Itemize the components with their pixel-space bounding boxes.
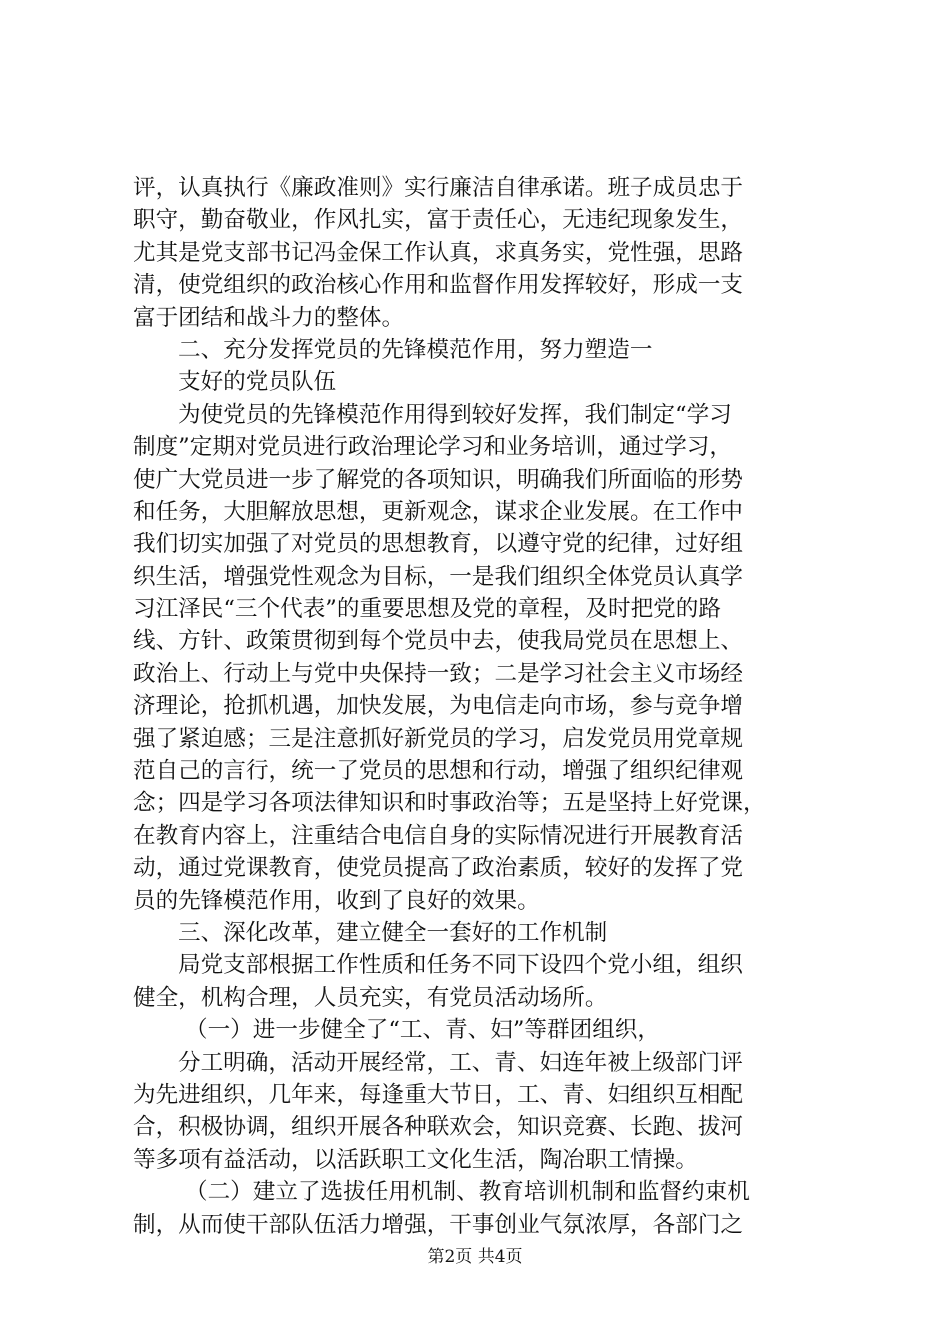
text-line: 政治上、行动上与党中央保持一致；二是学习社会主义市场经 <box>133 660 744 687</box>
page-footer: 第2页 共4页 <box>427 1247 523 1267</box>
text-line: 使广大党员进一步了解党的各项知识，明确我们所面临的形势 <box>133 466 744 493</box>
text-line: 评，认真执行《廉政准则》实行廉洁自律承诺。班子成员忠于 <box>133 175 744 201</box>
text-line: 济理论，抢抓机遇，加快发展，为电信走向市场，参与竞争增 <box>133 693 744 720</box>
text-line: 线、方针、政策贯彻到每个党员中去，使我局党员在思想上、 <box>133 628 744 655</box>
text-line: 支好的党员队伍 <box>178 369 337 396</box>
text-line: 强了紧迫感；三是注意抓好新党员的学习，启发党员用党章规 <box>133 725 744 752</box>
text-line: 富于团结和战斗力的整体。 <box>133 304 405 331</box>
text-line: 局党支部根据工作性质和任务不同下设四个党小组，组织 <box>178 952 743 979</box>
text-line: 分工明确，活动开展经常，工、青、妇连年被上级部门评 <box>178 1049 743 1076</box>
text-line: 范自己的言行，统一了党员的思想和行动，增强了组织纪律观 <box>133 758 744 785</box>
text-line: 在教育内容上，注重结合电信自身的实际情况进行开展教育活 <box>133 822 744 849</box>
text-line: 三、深化改革，建立健全一套好的工作机制 <box>178 919 608 946</box>
text-line: 为使党员的先锋模范作用得到较好发挥，我们制定“学习 <box>178 401 732 428</box>
document-body <box>133 172 833 1241</box>
text-line: 二、充分发挥党员的先锋模范作用，努力塑造一 <box>178 336 653 363</box>
text-line: 织生活，增强党性观念为目标，一是我们组织全体党员认真学 <box>133 563 744 590</box>
text-line: 制，从而使干部队伍活力增强，干事创业气氛浓厚，各部门之 <box>133 1211 744 1238</box>
text-line: 为先进组织，几年来，每逢重大节日，工、青、妇组织互相配 <box>133 1081 744 1108</box>
text-line: （一）进一步健全了“工、青、妇”等群团组织， <box>185 1017 660 1044</box>
text-line: 我们切实加强了对党员的思想教育，以遵守党的纪律，过好组 <box>133 531 744 558</box>
text-line: 动，通过党课教育，使党员提高了政治素质，较好的发挥了党 <box>133 855 744 882</box>
text-line: （二）建立了选拔任用机制、教育培训机制和监督约束机 <box>185 1179 750 1206</box>
text-line: 念；四是学习各项法律知识和时事政治等；五是坚持上好党课， <box>133 790 766 817</box>
text-line: 员的先锋模范作用，收到了良好的效果。 <box>133 887 540 914</box>
text-line: 职守，勤奋敬业，作风扎实，富于责任心，无违纪现象发生， <box>133 207 744 234</box>
text-line: 清，使党组织的政治核心作用和监督作用发挥较好，形成一支 <box>133 272 744 299</box>
text-line: 尤其是党支部书记冯金保工作认真，求真务实，党性强，思路 <box>133 239 744 266</box>
text-line: 合，积极协调，组织开展各种联欢会，知识竞赛、长跑、拔河 <box>133 1114 744 1141</box>
text-line: 等多项有益活动，以活跃职工文化生活，陶冶职工情操。 <box>133 1146 698 1173</box>
text-line: 制度”定期对党员进行政治理论学习和业务培训，通过学习， <box>133 434 732 461</box>
text-line: 和任务，大胆解放思想，更新观念，谋求企业发展。在工作中 <box>133 498 744 525</box>
text-line: 习江泽民“三个代表”的重要思想及党的章程，及时把党的路 <box>133 596 721 623</box>
text-line: 健全，机构合理，人员充实，有党员活动场所。 <box>133 984 608 1011</box>
